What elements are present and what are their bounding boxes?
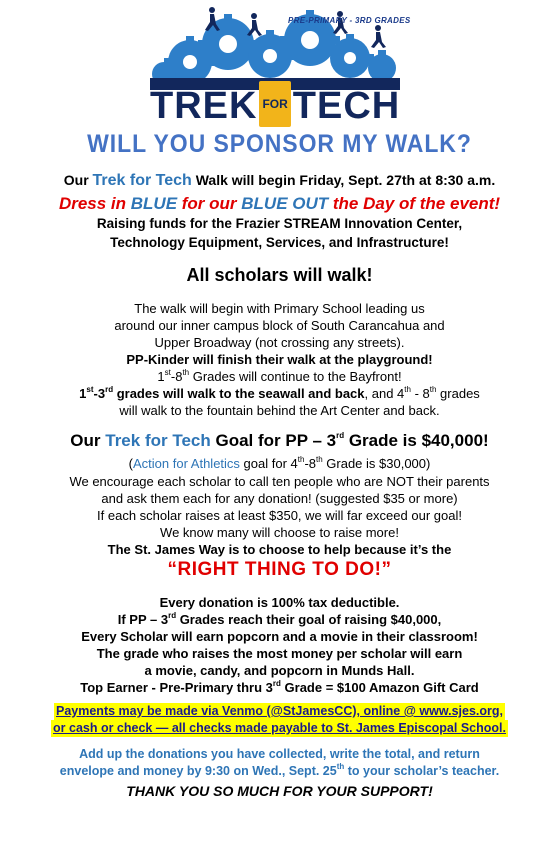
aa-event: Action for Athletics [132,456,240,471]
d6b: Grade = $100 Amazon Gift Card [280,680,479,695]
donation-line-4: The grade who raises the most money per scholar will earn [96,646,463,661]
walk-line-1: The walk will begin with Primary School leading us [134,301,425,316]
d2a: If PP – 3 [117,612,169,627]
payment-line-2 [0,719,559,737]
encourage-line-1: We encourage each scholar to call ten people who are NOT their parents [69,474,490,489]
logo-tagline: PRE-PRIMARY - 3RD GRADES [288,16,411,25]
dress-blue1: BLUE [130,194,178,213]
w6s1: st [86,384,94,394]
intro-post: Walk will begin Friday, Sept. 27th at 8:30 a.m. [191,172,496,188]
aa-sup2: th [316,454,323,464]
logo-wordmark [150,84,400,131]
goal-line [0,431,559,451]
payment-text-1: Payments may be made via Venmo (@StJamesCC), online @ www.sjes.org, [56,704,503,718]
w6a: 1 [79,386,87,401]
donation-line-5: a movie, candy, and popcorn in Munds Hall. [144,663,415,678]
return-line-1: Add up the donations you have collected, write the total, and return [79,747,480,761]
w5s2: th [182,367,190,377]
d2s: rd [168,610,177,620]
payment-line-1 [0,702,559,720]
r2a: envelope and money by 9:30 on Wed., Sept. 25 [59,764,337,778]
donation-line-6 [0,680,559,695]
logo-word-tech: TECH [292,85,401,127]
raising-line-2: Technology Equipment, Services, and Infrastructure! [110,235,449,250]
right-thing-callout: “RIGHT THING TO DO!” [167,559,392,580]
athletics-goal [0,456,559,471]
w5c: Grades will continue to the Bayfront! [189,369,402,384]
walk-line-3: Upper Broadway (not crossing any streets). [154,335,405,350]
donation-line-1: Every donation is 100% tax deductible. [159,595,400,610]
goal-mid: Goal for PP – 3 [210,431,337,450]
d6s: rd [272,678,281,688]
logo-word-for: FOR [259,81,290,127]
logo-word-trek: TREK [150,85,258,127]
encourage-line-4: We know many will choose to raise more! [160,525,399,540]
aa-pre: ( [128,456,133,471]
dress-p1: Dress in [58,194,131,213]
stjames-way: The St. James Way is to choose to help because it’s the [107,542,452,557]
w6d: , and 4 [364,386,405,401]
payment-text-2: or cash or check — all checks made payable to St. James Episcopal School. [53,721,506,735]
dress-blue2: BLUE OUT [241,194,329,213]
w5b: -8 [170,369,183,384]
return-line-2 [0,761,559,778]
w6f: grades [436,386,480,401]
w6s3: th [404,384,411,394]
walk-start-info [0,172,559,190]
encourage-line-3: If each scholar raises at least $350, we will far exceed our goal! [97,508,462,523]
donation-line-3: Every Scholar will earn popcorn and a movie in their classroom! [81,629,478,644]
walk-line-7: will walk to the fountain behind the Art Center and back. [119,403,440,418]
goal-event: Trek for Tech [105,431,211,450]
goal-post: Grade is $40,000! [344,431,489,450]
aa-mid2: -8 [304,456,316,471]
encourage-line-2: and ask them each for any donation! (suggested $35 or more) [101,491,458,506]
trek-for-tech-logo [150,2,411,127]
d6a: Top Earner - Pre-Primary thru 3 [80,680,273,695]
aa-post: Grade is $30,000) [322,456,431,471]
w6b: -3 [93,386,106,401]
w5s1: st [164,367,171,377]
thank-you: THANK YOU SO MUCH FOR YOUR SUPPORT! [126,783,433,799]
r2s: th [336,761,345,771]
event-name: Trek for Tech [92,172,192,189]
w6e: - 8 [410,386,430,401]
donation-line-2 [0,612,559,627]
dress-p2: for our [177,194,242,213]
aa-mid1: goal for 4 [239,456,298,471]
scholars-heading: All scholars will walk! [186,265,373,285]
r2b: to your scholar’s teacher. [344,764,500,778]
walk-line-2: around our inner campus block of South Carancahua and [114,318,445,333]
goal-pre: Our [70,431,106,450]
dress-code [0,194,559,214]
walk-line-5 [0,369,559,384]
walk-line-4: PP-Kinder will finish their walk at the playground! [126,352,433,367]
walk-line-6 [0,386,559,401]
w6s2: rd [105,384,114,394]
dress-p3: the Day of the event! [328,194,501,213]
goal-sup: rd [336,431,345,441]
headline: WILL YOU SPONSOR MY WALK? [87,130,472,158]
w6s4: th [429,384,437,394]
raising-line-1: Raising funds for the Frazier STREAM Innovation Center, [96,216,463,231]
d2b: Grades reach their goal of raising $40,000, [176,612,442,627]
w5a: 1 [157,369,165,384]
intro-pre: Our [63,172,93,188]
w6c: grades will walk to the seawall and back [113,386,365,401]
aa-sup1: th [297,454,305,464]
